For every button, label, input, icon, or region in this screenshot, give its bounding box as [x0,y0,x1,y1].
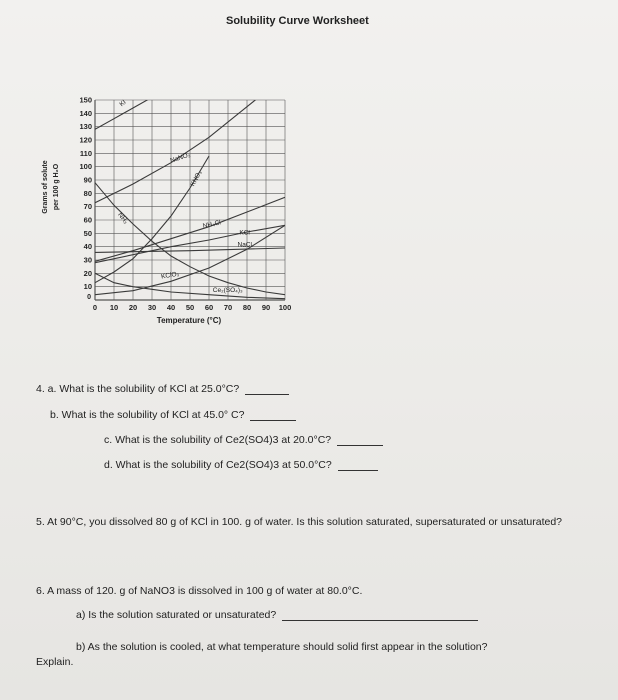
y-axis-label-line2: per 100 g H₂O [53,163,60,211]
question-6a [76,609,478,621]
question-6b: b) As the solution is cooled, at what temperature should solid first appear in the solution? [76,641,488,653]
question-4d [104,459,378,471]
y-tick-label-140: 140 [79,108,92,118]
y-tick-label-90: 90 [83,175,92,185]
x-tick-label-30: 30 [147,303,157,312]
curve-label-kno3: KNO₃ [189,169,204,188]
answer-4b-blank[interactable] [250,410,296,421]
x-tick-label-60: 60 [204,303,214,312]
y-tick-label-10: 10 [83,282,92,292]
y-tick-label-120: 120 [79,135,92,145]
x-tick-label-20: 20 [128,303,138,312]
question-4b [50,409,296,421]
y-axis-label-line1: Grams of solute [42,160,49,214]
curve-label-kcl: KCl [239,229,250,237]
worksheet-title: Solubility Curve Worksheet [226,15,369,27]
curve-label-nh3: NH₃ [116,211,130,226]
y-tick-label-60: 60 [83,215,92,225]
y-tick-label-40: 40 [83,242,92,252]
question-4b-text: b. What is the solubility of KCl at 45.0° C? [50,409,245,421]
y-tick-label-0: 0 [87,294,91,301]
x-tick-label-80: 80 [242,303,252,312]
question-4d-text: d. What is the solubility of Ce2(SO4)3 at 50.0°C? [104,459,332,471]
chart-grid [95,100,285,300]
y-tick-label-20: 20 [83,268,92,278]
y-tick-label-150: 150 [79,95,92,105]
chart-ticks [79,96,291,313]
y-tick-label-110: 110 [79,148,92,158]
x-tick-label-0: 0 [92,303,98,312]
question-5: 5. At 90°C, you dissolved 80 g of KCl in 100. g of water. Is this solution saturated, supersaturated or unsaturated? [36,516,563,528]
question-6: 6. A mass of 120. g of NaNO3 is dissolved in 100 g of water at 80.0°C. [36,585,363,597]
curve-label-nano3: NaNO₃ [169,151,192,165]
x-tick-label-40: 40 [166,303,176,312]
x-tick-label-100: 100 [278,303,292,312]
curve-label-kclo3: KClO₃ [160,270,180,281]
question-4a-text: 4. a. What is the solubility of KCl at 25.0°C? [36,383,240,395]
y-tick-label-30: 30 [83,255,92,265]
x-axis-label: Temperature (°C) [156,316,222,325]
curve-label-nh4cl: NH₄Cl [202,219,222,230]
answer-4c-blank[interactable] [337,435,383,446]
question-4c-text: c. What is the solubility of Ce2(SO4)3 at 20.0°C? [104,434,332,446]
y-tick-label-80: 80 [83,188,92,198]
x-tick-label-50: 50 [185,303,195,312]
question-6a-text: a) Is the solution saturated or unsaturated? [76,609,277,621]
y-tick-label-70: 70 [83,202,92,212]
question-4c [104,434,383,446]
y-tick-label-50: 50 [83,228,92,238]
curve-label-ce2so43: Ce₂(SO₄)₃ [212,287,243,294]
curve-label-nacl: NaCl [237,241,252,249]
x-tick-label-90: 90 [261,303,271,312]
y-tick-label-100: 100 [79,162,92,172]
answer-4a-blank[interactable] [245,384,289,395]
curve-label-ki: KI [118,98,128,109]
answer-4d-blank[interactable] [338,460,378,471]
x-tick-label-70: 70 [223,303,233,312]
question-6-explain: Explain. [36,656,74,668]
y-tick-label-130: 130 [79,122,92,132]
x-tick-label-10: 10 [109,303,119,312]
question-4a [36,383,289,395]
answer-6a-blank[interactable] [282,610,478,621]
